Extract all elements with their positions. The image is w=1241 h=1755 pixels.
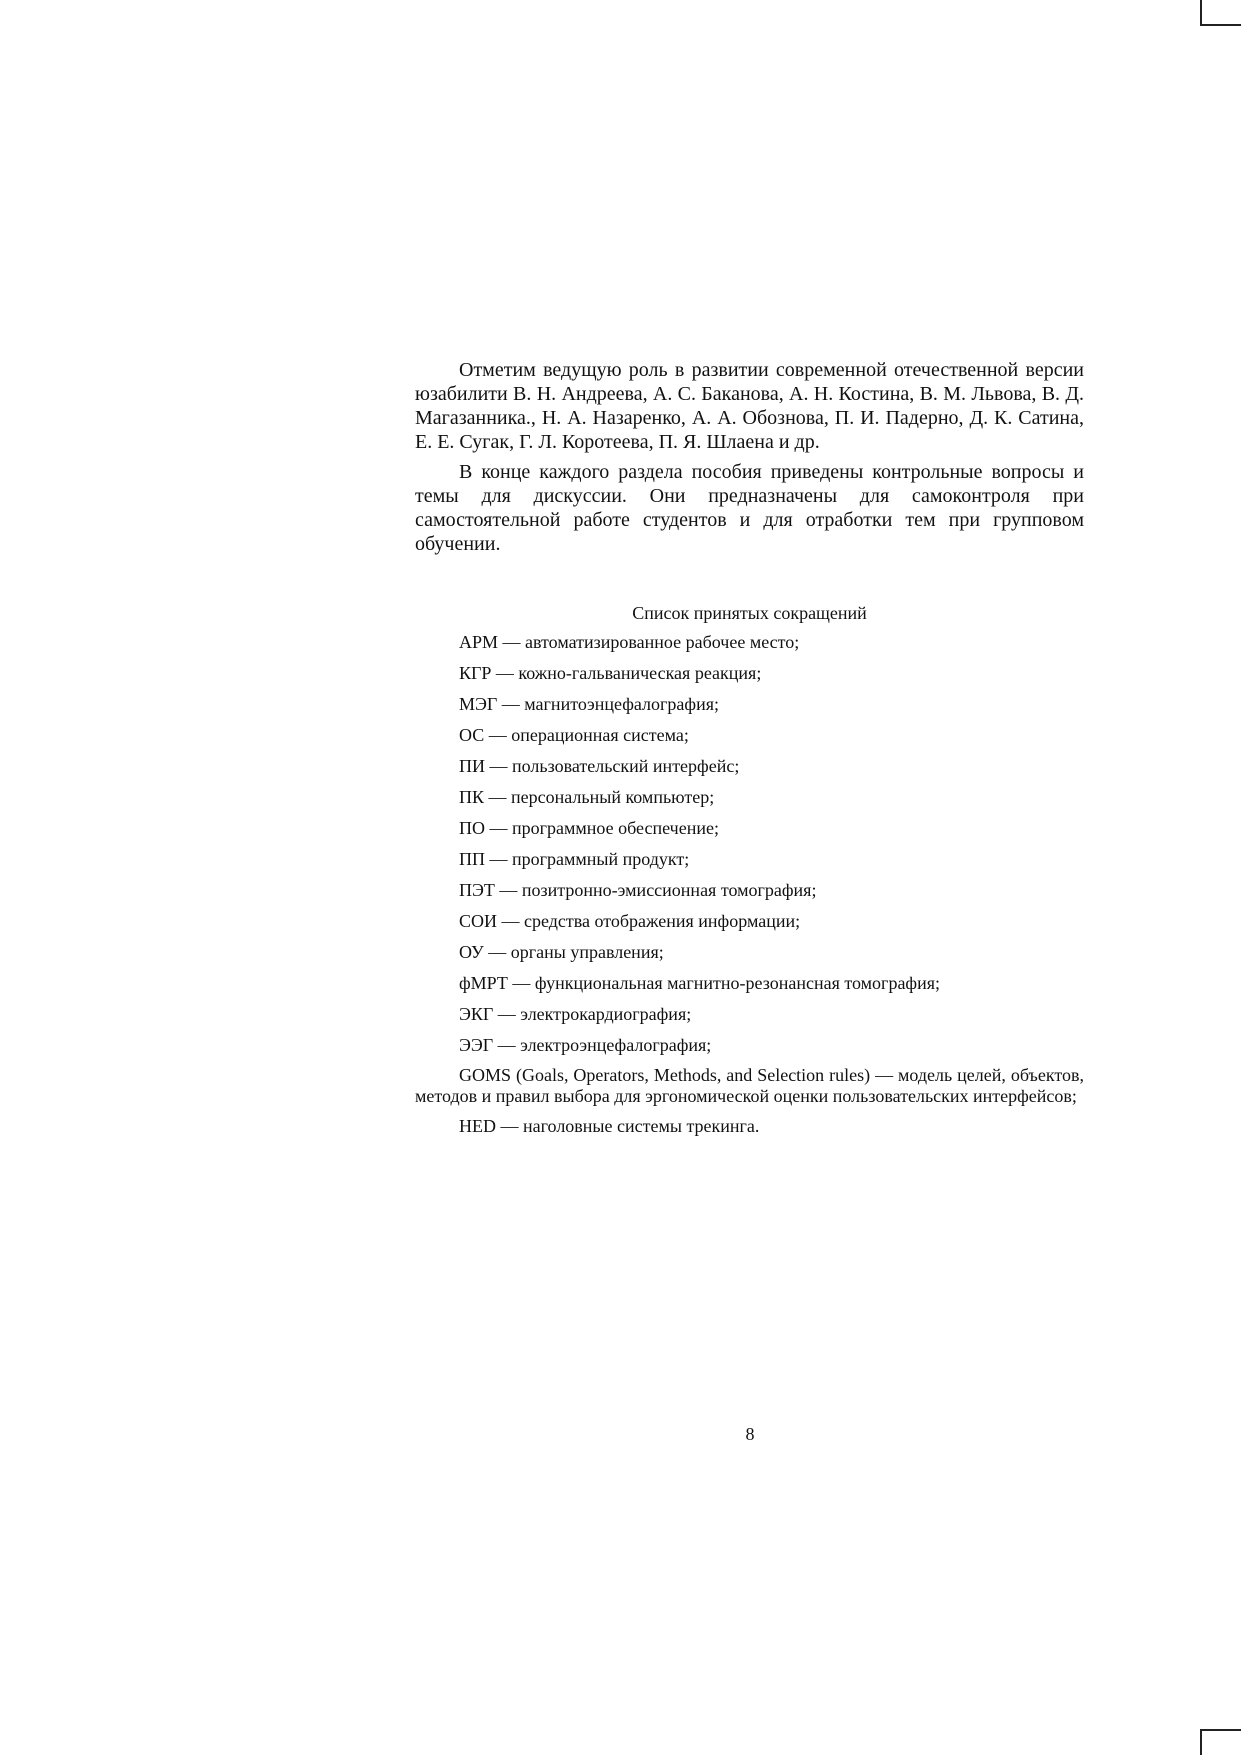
abbreviation-item: ПП — программный продукт;	[459, 849, 690, 869]
abbreviation-item: МЭГ — магнитоэнцефалография;	[459, 694, 719, 714]
abbreviation-item: ЭЭГ — электроэнцефалография;	[459, 1035, 712, 1055]
abbreviation-item: ПО — программное обеспечение;	[459, 818, 719, 838]
crop-mark-bottom-right-horizontal	[1200, 1729, 1241, 1731]
abbreviation-item: ОУ — органы управления;	[459, 942, 664, 962]
abbreviation-item: ОС — операционная система;	[459, 725, 689, 745]
abbreviation-item: ПИ — пользовательский интерфейс;	[459, 756, 740, 776]
abbreviation-item: фМРТ — функциональная магнитно-резонансная томография;	[459, 973, 941, 993]
crop-mark-bottom-right-vertical	[1200, 1731, 1202, 1755]
abbreviation-item: КГР — кожно-гальваническая реакция;	[459, 663, 762, 683]
crop-mark-top-right-vertical	[1200, 0, 1202, 24]
crop-mark-top-right-horizontal	[1200, 24, 1241, 26]
abbreviation-item: ПЭТ — позитронно-эмиссионная томография;	[459, 880, 817, 900]
abbreviation-item: СОИ — средства отображения информации;	[459, 911, 801, 931]
intro-section	[415, 358, 1084, 556]
abbreviation-item: ПК — персональный компьютер;	[459, 787, 715, 807]
page-number: 8	[745, 1424, 755, 1444]
abbreviation-item-goms: GOMS (Goals, Operators, Methods, and Selection rules) — модель целей, объектов, методов и правил выбора для эргономической оценки пользовательских интерфейсов;	[415, 1065, 1084, 1106]
abbreviation-item: ЭКГ — электрокардиография;	[459, 1004, 692, 1024]
abbreviation-item: HED — наголовные системы трекинга.	[459, 1116, 760, 1136]
abbreviation-item: АРМ — автоматизированное рабочее место;	[459, 632, 800, 652]
intro-paragraph: В конце каждого раздела пособия приведены контрольные вопросы и темы для дискуссии. Они предназначены для самоконтроля при самостоятельной работе студентов и для отработки тем при групповом обучении.	[415, 461, 1084, 555]
intro-paragraph: Отметим ведущую роль в развитии современной отечественной версии юзабилити В. Н. Андреева, А. С. Баканова, А. Н. Костина, В. М. Львова, В. Д. Магазанника., Н. А. Назаренко, А. А. Обознова, П. И. Падерно, Д. К. Сатина, Е. Е. Сугак, Г. Л. Коротеева, П. Я. Шлаена и др.	[415, 359, 1084, 453]
abbreviations-heading: Список принятых сокращений	[632, 603, 867, 623]
abbreviations-list	[415, 631, 1084, 1146]
